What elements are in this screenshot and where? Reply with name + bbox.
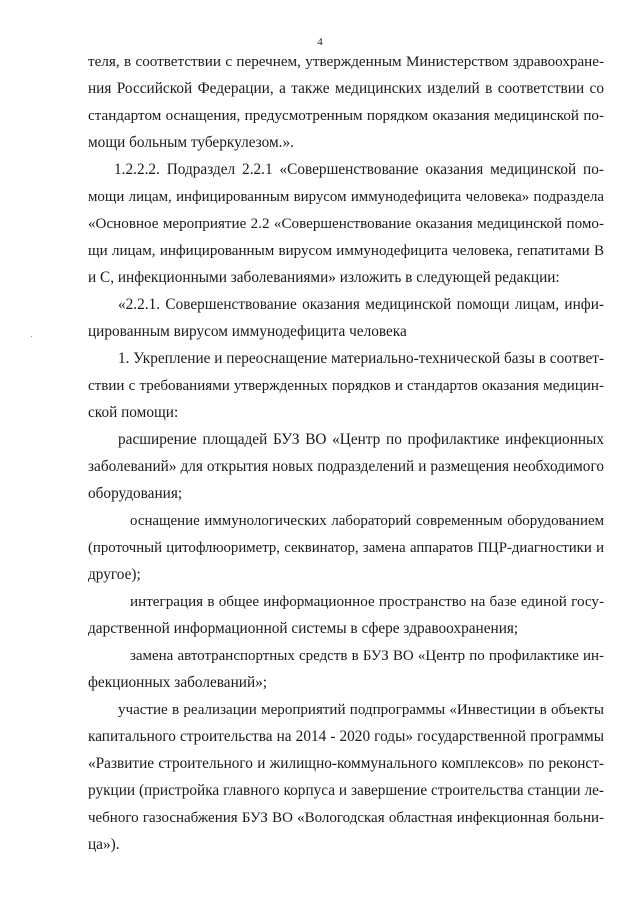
text-line: капитального строительства на 2014 - 2020 годы» государственной программы [88, 728, 604, 745]
text-line: ствии с требованиями утвержденных порядков и стандартов оказания медицин- [88, 378, 604, 394]
text-line: рукции (пристройка главного корпуса и завершение строительства станции ле- [88, 782, 604, 799]
text-line: дарственной информационной системы в сфере здравоохранения; [88, 620, 519, 637]
page-number: 4 [317, 36, 323, 48]
text-line: «Развитие строительного и жилищно-коммунального комплексов» по реконст- [88, 755, 604, 772]
text-line: оснащение иммунологических лабораторий современным оборудованием [130, 513, 604, 529]
text-line: заболеваний» для открытия новых подразделений и размещения необходимого [88, 458, 604, 475]
text-line: 1.2.2.2. Подраздел 2.2.1 «Совершенствование оказания медицинской по- [114, 161, 604, 178]
text-line: расширение площадей БУЗ ВО «Центр по профилактике инфекционных [118, 431, 604, 448]
text-line: «Основное мероприятие 2.2 «Совершенствование оказания медицинской помо- [88, 216, 604, 232]
text-line: теля, в соответствии с перечнем, утвержденным Министерством здравоохране- [88, 54, 604, 70]
text-line: «2.2.1. Совершенствование оказания медицинской помощи лицам, инфи- [118, 296, 604, 313]
scan-speck [31, 336, 32, 337]
text-line: фекционных заболеваний»; [88, 674, 268, 691]
text-line: ской помощи: [88, 404, 179, 421]
text-line: ния Российской Федерации, а также медицинских изделий в соответствии со [88, 80, 604, 97]
text-line: (проточный цитофлюориметр, секвинатор, замена аппаратов ПЦР-диагностики и [88, 540, 604, 556]
text-line: ца»). [88, 836, 120, 853]
text-line: оборудования; [88, 485, 183, 502]
text-line: стандартом оснащения, предусмотренным порядком оказания медицинской по- [88, 108, 604, 124]
text-line: 1. Укрепление и переоснащение материально-технической базы в соответ- [118, 350, 605, 367]
text-line: чебного газоснабжения БУЗ ВО «Вологодская областная инфекционная больни- [88, 810, 604, 826]
text-line: замена автотранспортных средств в БУЗ ВО «Центр по профилактике ин- [130, 648, 604, 664]
text-line: мощи лицам, инфицированным вирусом иммунодефицита человека» подраздела [88, 189, 604, 205]
text-line: интеграция в общее информационное пространство на базе единой госу- [130, 594, 604, 610]
text-line: другое); [88, 566, 141, 583]
text-line: участие в реализации мероприятий подпрограммы «Инвестиции в объекты [118, 702, 604, 718]
text-line: мощи больным туберкулезом.». [88, 134, 294, 151]
text-line: щи лицам, инфицированным вирусом иммунодефицита человека, гепатитами В [88, 243, 604, 259]
text-line: и С, инфекционными заболеваниями» изложить в следующей редакции: [88, 269, 560, 286]
text-line: цированным вирусом иммунодефицита человека [88, 323, 407, 340]
